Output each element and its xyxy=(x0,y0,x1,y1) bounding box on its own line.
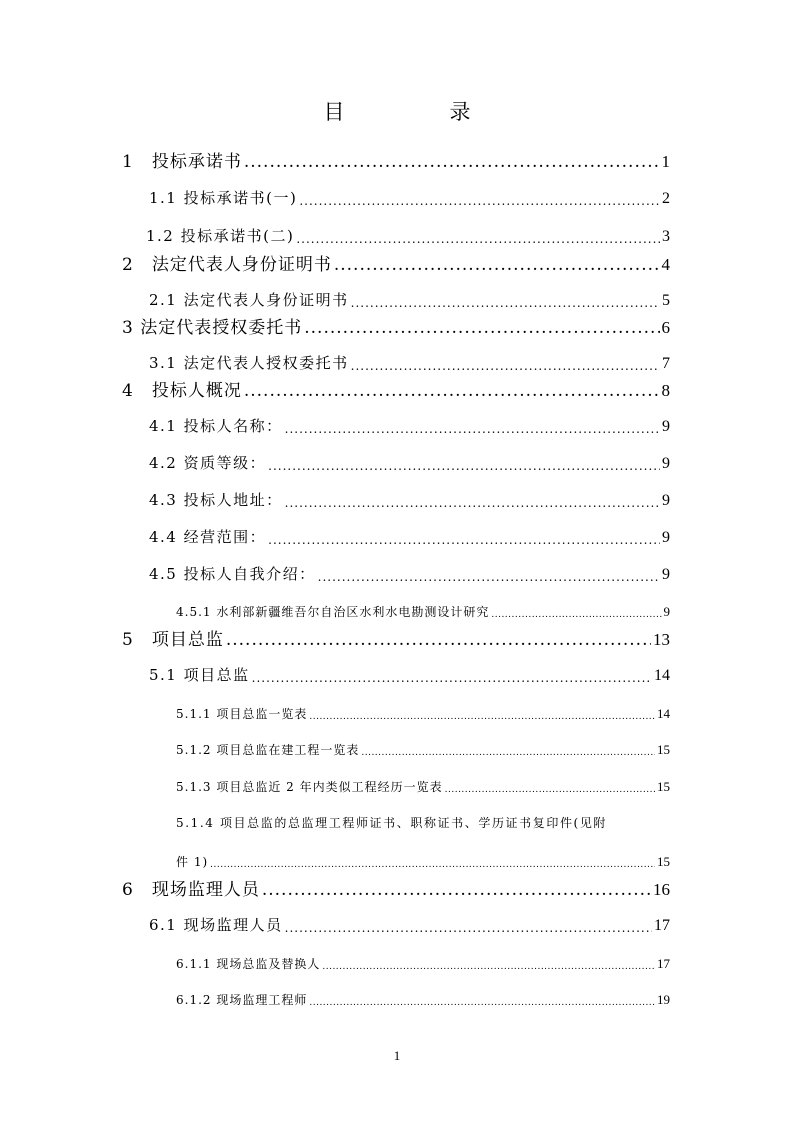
toc-entry-label: 4.5 投标人自我介绍： xyxy=(149,565,316,583)
toc-entry[interactable] xyxy=(122,626,670,650)
toc-entry[interactable] xyxy=(149,913,670,935)
dot-leader xyxy=(351,359,660,373)
toc-page-number: 9 xyxy=(663,604,670,619)
toc-entry-label: 3.1 法定代表人授权委托书 xyxy=(149,354,349,372)
toc-page-number: 7 xyxy=(662,355,670,372)
dot-leader xyxy=(309,712,655,722)
toc-entry-label-line1: 5.1.4 项目总监的总监理工程师证书、职称证书、学历证书复印件(见附 xyxy=(176,816,608,830)
toc-entry[interactable] xyxy=(176,704,670,722)
toc-page-number: 19 xyxy=(657,992,670,1007)
toc-page-number: 13 xyxy=(653,630,670,649)
dot-leader xyxy=(244,152,660,172)
toc-entry-label: 件 1) xyxy=(176,855,209,869)
toc-entry-label: 4.3 投标人地址： xyxy=(149,491,283,509)
toc-entry-label: 4 投标人概况 xyxy=(122,381,242,401)
toc-entry-label: 6.1.1 现场总监及替换人 xyxy=(176,957,321,971)
dot-leader xyxy=(268,533,660,547)
toc-entry[interactable] xyxy=(122,876,670,900)
toc-entry[interactable] xyxy=(176,602,670,620)
toc-entry[interactable] xyxy=(176,990,670,1008)
toc-entry[interactable] xyxy=(149,288,670,310)
toc-entry[interactable] xyxy=(146,224,670,246)
toc-page-number: 3 xyxy=(662,228,670,245)
toc-entry-label: 5.1.1 项目总监一览表 xyxy=(176,707,308,721)
page-title: 目 录 xyxy=(323,100,513,124)
toc-entry-label: 4.1 投标人名称： xyxy=(149,417,283,435)
toc-entry[interactable] xyxy=(149,663,670,685)
dot-leader xyxy=(252,671,652,685)
toc-page-number: 15 xyxy=(657,779,670,794)
dot-leader xyxy=(334,255,660,275)
toc-entry-label: 6 现场监理人员 xyxy=(122,880,260,900)
toc-entry-label: 1.2 投标承诺书(二) xyxy=(146,227,295,245)
toc-page-number: 9 xyxy=(662,492,670,509)
toc-entry-label: 2.1 法定代表人身份证明书 xyxy=(149,291,349,309)
toc-entry-label: 5 项目总监 xyxy=(122,630,224,650)
toc-entry[interactable] xyxy=(176,777,670,795)
toc-entry[interactable] xyxy=(149,488,670,510)
toc-page-number: 14 xyxy=(657,706,670,721)
dot-leader xyxy=(210,860,655,870)
dot-leader xyxy=(309,998,655,1008)
dot-leader xyxy=(268,459,660,473)
toc-page-number: 15 xyxy=(657,854,670,869)
dot-leader xyxy=(491,610,661,620)
toc-entry-label: 6.1.2 现场监理工程师 xyxy=(176,993,308,1007)
dot-leader xyxy=(285,921,652,935)
toc-entry-label: 1.1 投标承诺书(一) xyxy=(149,189,298,207)
dot-leader xyxy=(361,748,655,758)
toc-entry-label: 3 法定代表授权委托书 xyxy=(122,318,303,338)
toc-entry[interactable] xyxy=(149,186,670,208)
toc-entry[interactable] xyxy=(122,251,670,275)
toc-entry[interactable] xyxy=(176,740,670,758)
toc-page-number: 14 xyxy=(654,667,670,684)
toc-entry-label: 4.5.1 水利部新疆维吾尔自治区水利水电勘测设计研究 xyxy=(176,605,490,619)
dot-leader xyxy=(296,232,660,246)
toc-entry-label: 5.1 项目总监 xyxy=(149,666,250,684)
toc-page-number: 16 xyxy=(653,880,670,899)
toc-entry[interactable] xyxy=(122,377,670,401)
toc-page-number: 5 xyxy=(662,292,670,309)
toc-page-number: 1 xyxy=(661,152,670,171)
toc-entry[interactable] xyxy=(149,562,670,584)
dot-leader xyxy=(445,785,655,795)
dot-leader xyxy=(299,194,660,208)
toc-page-number: 9 xyxy=(662,529,670,546)
toc-page-number: 4 xyxy=(661,255,670,274)
dot-leader xyxy=(351,296,660,310)
toc-page-number: 17 xyxy=(654,917,670,934)
toc-entry[interactable] xyxy=(149,525,670,547)
toc-entry[interactable] xyxy=(149,451,670,473)
toc-entry-label: 1 投标承诺书 xyxy=(122,152,242,172)
toc-entry[interactable] xyxy=(149,351,670,373)
toc-entry[interactable] xyxy=(122,148,670,172)
toc-page-number: 9 xyxy=(662,566,670,583)
dot-leader xyxy=(304,318,659,338)
footer-page-number: 1 xyxy=(393,1048,401,1063)
dot-leader xyxy=(322,962,655,972)
toc-page-number: 6 xyxy=(661,318,670,337)
toc-entry-label: 5.1.2 项目总监在建工程一览表 xyxy=(176,743,360,757)
dot-leader xyxy=(318,570,660,584)
toc-entry-label: 5.1.3 项目总监近 2 年内类似工程经历一览表 xyxy=(176,780,443,794)
toc-entry[interactable] xyxy=(176,852,670,870)
toc-page-number: 8 xyxy=(661,381,670,400)
toc-page-number: 9 xyxy=(662,418,670,435)
dot-leader xyxy=(285,496,660,510)
toc-entry-label: 6.1 现场监理人员 xyxy=(149,916,283,934)
toc-entry-label: 2 法定代表人身份证明书 xyxy=(122,255,332,275)
toc-page-number: 15 xyxy=(657,742,670,757)
toc-page-number: 9 xyxy=(662,455,670,472)
dot-leader xyxy=(262,880,651,900)
dot-leader xyxy=(244,381,660,401)
dot-leader xyxy=(226,630,651,650)
toc-entry[interactable] xyxy=(176,954,670,972)
toc-page-number: 17 xyxy=(657,956,670,971)
toc-entry[interactable] xyxy=(122,314,670,338)
toc-entry[interactable] xyxy=(149,414,670,436)
toc-page-number: 2 xyxy=(662,190,670,207)
toc-entry-label: 4.4 经营范围： xyxy=(149,528,267,546)
dot-leader xyxy=(285,422,660,436)
toc-entry-label: 4.2 资质等级： xyxy=(149,454,267,472)
